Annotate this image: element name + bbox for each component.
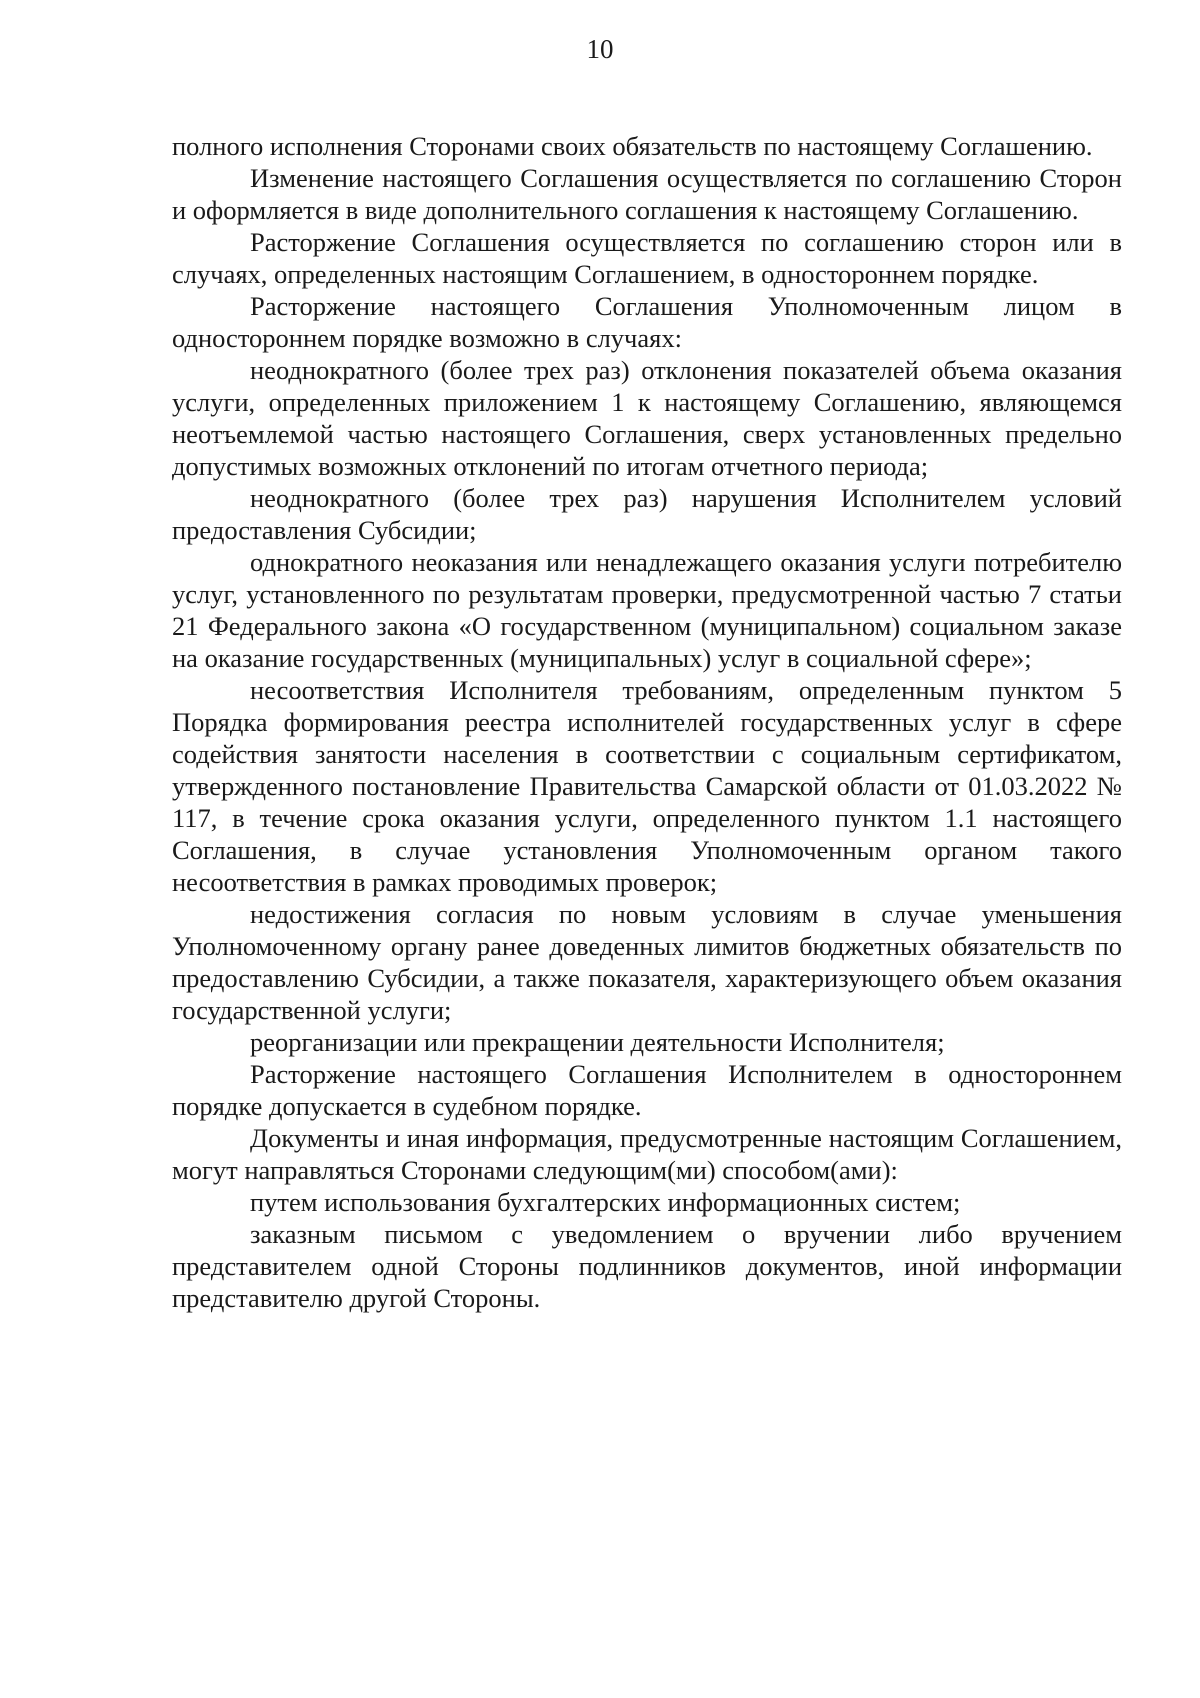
page-number: 10	[586, 34, 614, 64]
list-item-non-compliance: несоответствия Исполнителя требованиям, определенным пунктом 5 Порядка формирования реестра исполнителей государственных услуг в сфере содействия занятости населения в соответствии с социальным сертификатом, утвержденного постановление Правительства Самарской области от 01.03.2022 № 117, в течение срока оказания услуги, определенного пунктом 1.1 настоящего Соглашения, в случае установления Уполномоченным органом такого несоответствия в рамках проводимых проверок;	[172, 675, 1122, 897]
list-item-registered-mail: заказным письмом с уведомлением о вручении либо вручением представителем одной Стороны подлинников документов, иной информации представителю другой Стороны.	[172, 1219, 1122, 1313]
list-item-no-agreement: недостижения согласия по новым условиям в случае уменьшения Уполномоченному органу ранее доведенных лимитов бюджетных обязательств по предоставлению Субсидии, а также показателя, характеризующего объем оказания государственной услуги;	[172, 899, 1122, 1025]
paragraph-contractor-termination: Расторжение настоящего Соглашения Исполнителем в одностороннем порядке допускается в судебном порядке.	[172, 1059, 1122, 1121]
paragraph-continuation: полного исполнения Сторонами своих обязательств по настоящему Соглашению.	[172, 131, 1093, 161]
list-item-deviation: неоднократного (более трех раз) отклонения показателей объема оказания услуги, определенных приложением 1 к настоящему Соглашению, являющемся неотъемлемой частью настоящего Соглашения, сверх установленных предельно допустимых возможных отклонений по итогам отчетного периода;	[172, 355, 1122, 481]
list-item-non-provision: однократного неоказания или ненадлежащего оказания услуги потребителю услуг, установленного по результатам проверки, предусмотренной частью 7 статьи 21 Федерального закона «О государственном (муниципальном) социальном заказе на оказание государственных (муниципальных) услуг в социальной сфере»;	[172, 547, 1122, 673]
paragraph-amendment: Изменение настоящего Соглашения осуществляется по соглашению Сторон и оформляется в виде дополнительного соглашения к настоящему Соглашению.	[172, 163, 1122, 225]
paragraph-termination: Расторжение Соглашения осуществляется по соглашению сторон или в случаях, определенных настоящим Соглашением, в одностороннем порядке.	[172, 227, 1122, 289]
document-body	[172, 130, 1122, 1314]
paragraph-unilateral-termination: Расторжение настоящего Соглашения Уполномоченным лицом в одностороннем порядке возможно в случаях:	[172, 291, 1122, 353]
paragraph-documents: Документы и иная информация, предусмотренные настоящим Соглашением, могут направляться Сторонами следующим(ми) способом(ами):	[172, 1123, 1122, 1185]
list-item-violation: неоднократного (более трех раз) нарушения Исполнителем условий предоставления Субсидии;	[172, 483, 1122, 545]
list-item-reorganization: реорганизации или прекращении деятельности Исполнителя;	[250, 1027, 945, 1057]
list-item-accounting-systems: путем использования бухгалтерских информационных систем;	[250, 1187, 961, 1217]
